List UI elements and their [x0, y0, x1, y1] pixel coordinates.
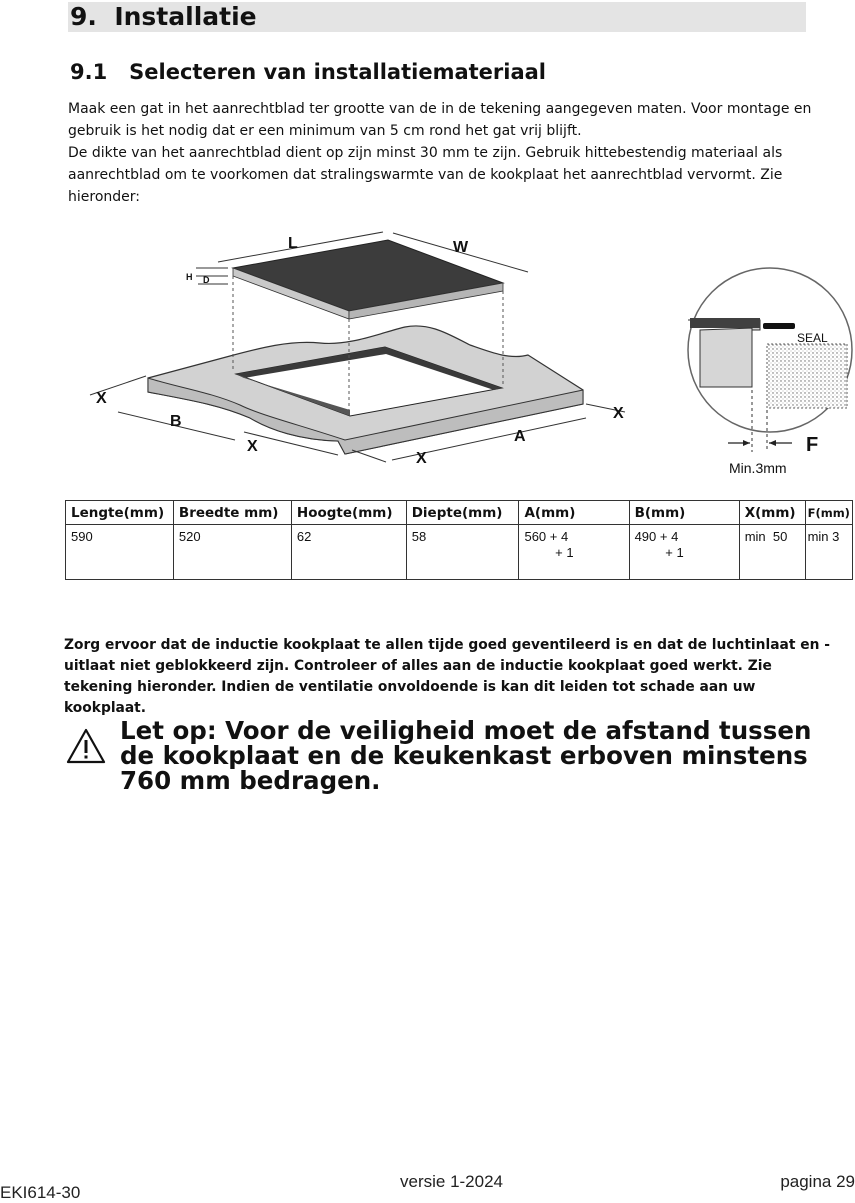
cell-a	[519, 525, 629, 580]
header-b: B(mm)	[629, 501, 739, 525]
table-header-row	[66, 501, 853, 525]
safety-warning: Let op: Voor de veiligheid moet de afstand tussen de kookplaat en de keukenkast erboven minstens 760 mm bedragen.	[120, 716, 812, 795]
label-b: B	[170, 413, 182, 430]
label-x-left: X	[96, 390, 107, 407]
dimensions-table	[65, 500, 853, 580]
label-w: W	[453, 239, 469, 256]
installation-diagram	[0, 218, 855, 480]
ventilation-notice: Zorg ervoor dat de inductie kookplaat te allen tijde goed geventileerd is en dat de luchtinlaat en - uitlaat niet geblokkeerd zijn. Controleer of alles aan de inductie kookplaat goed werkt. Zie tekening hieronder. Indien de ventilatie onvoldoende is kan dit leiden tot schade aan uw kookplaat.	[64, 637, 830, 716]
intro-paragraph-2: De dikte van het aanrechtblad dient op zijn minst 30 mm te zijn. Gebruik hittebestendig materiaal als aanrechtblad om te voorkomen dat stralingswarmte van de kookplaat het aanrechtblad vervormt. Zie hieronder:	[68, 145, 783, 205]
cell-x: min 50	[739, 525, 805, 580]
label-x-right: X	[613, 405, 624, 422]
label-l: L	[288, 235, 298, 252]
header-f: F(mm)	[805, 501, 852, 525]
label-a: A	[514, 428, 526, 445]
footer-page-number: pagina 29	[780, 1172, 855, 1191]
header-a: A(mm)	[519, 501, 629, 525]
footer-model: EKI614-30	[0, 1183, 81, 1202]
cell-a-tolerance: + 1	[555, 545, 574, 560]
label-x-bottom: X	[416, 450, 427, 467]
header-diepte: Diepte(mm)	[406, 501, 519, 525]
cell-f: min 3	[805, 525, 852, 580]
footer-version: versie 1-2024	[400, 1172, 504, 1191]
table-row	[66, 525, 853, 580]
header-hoogte: Hoogte(mm)	[291, 501, 406, 525]
cell-diepte: 58	[406, 525, 519, 580]
section-title: 9.1 Selecteren van installatiemateriaal	[70, 60, 546, 84]
cell-breedte: 520	[173, 525, 291, 580]
header-breedte: Breedte mm)	[173, 501, 291, 525]
chapter-title: 9. Installatie	[70, 2, 257, 31]
cell-hoogte: 62	[291, 525, 406, 580]
intro-text	[68, 98, 838, 208]
cell-b-tolerance: + 1	[665, 545, 684, 560]
header-x: X(mm)	[739, 501, 805, 525]
seal-label: SEAL	[797, 331, 828, 345]
label-h: H	[186, 272, 193, 282]
label-x-front: X	[247, 438, 258, 455]
warning-icon	[66, 728, 106, 764]
label-d: D	[203, 275, 210, 285]
cell-lengte: 590	[66, 525, 174, 580]
seal-detail-illustration	[688, 268, 852, 476]
label-f: F	[806, 434, 819, 456]
min-gap-label: Min.3mm	[729, 460, 787, 476]
header-lengte: Lengte(mm)	[66, 501, 174, 525]
cell-a-main: 560 + 4	[524, 529, 569, 544]
cell-b-main: 490 + 4	[634, 529, 679, 544]
cell-b	[629, 525, 739, 580]
intro-paragraph-1: Maak een gat in het aanrechtblad ter grootte van de in de tekening aangegeven maten. Voor montage en gebruik is het nodig dat er een minimum van 5 cm rond het gat vrij blijft.	[68, 101, 812, 139]
